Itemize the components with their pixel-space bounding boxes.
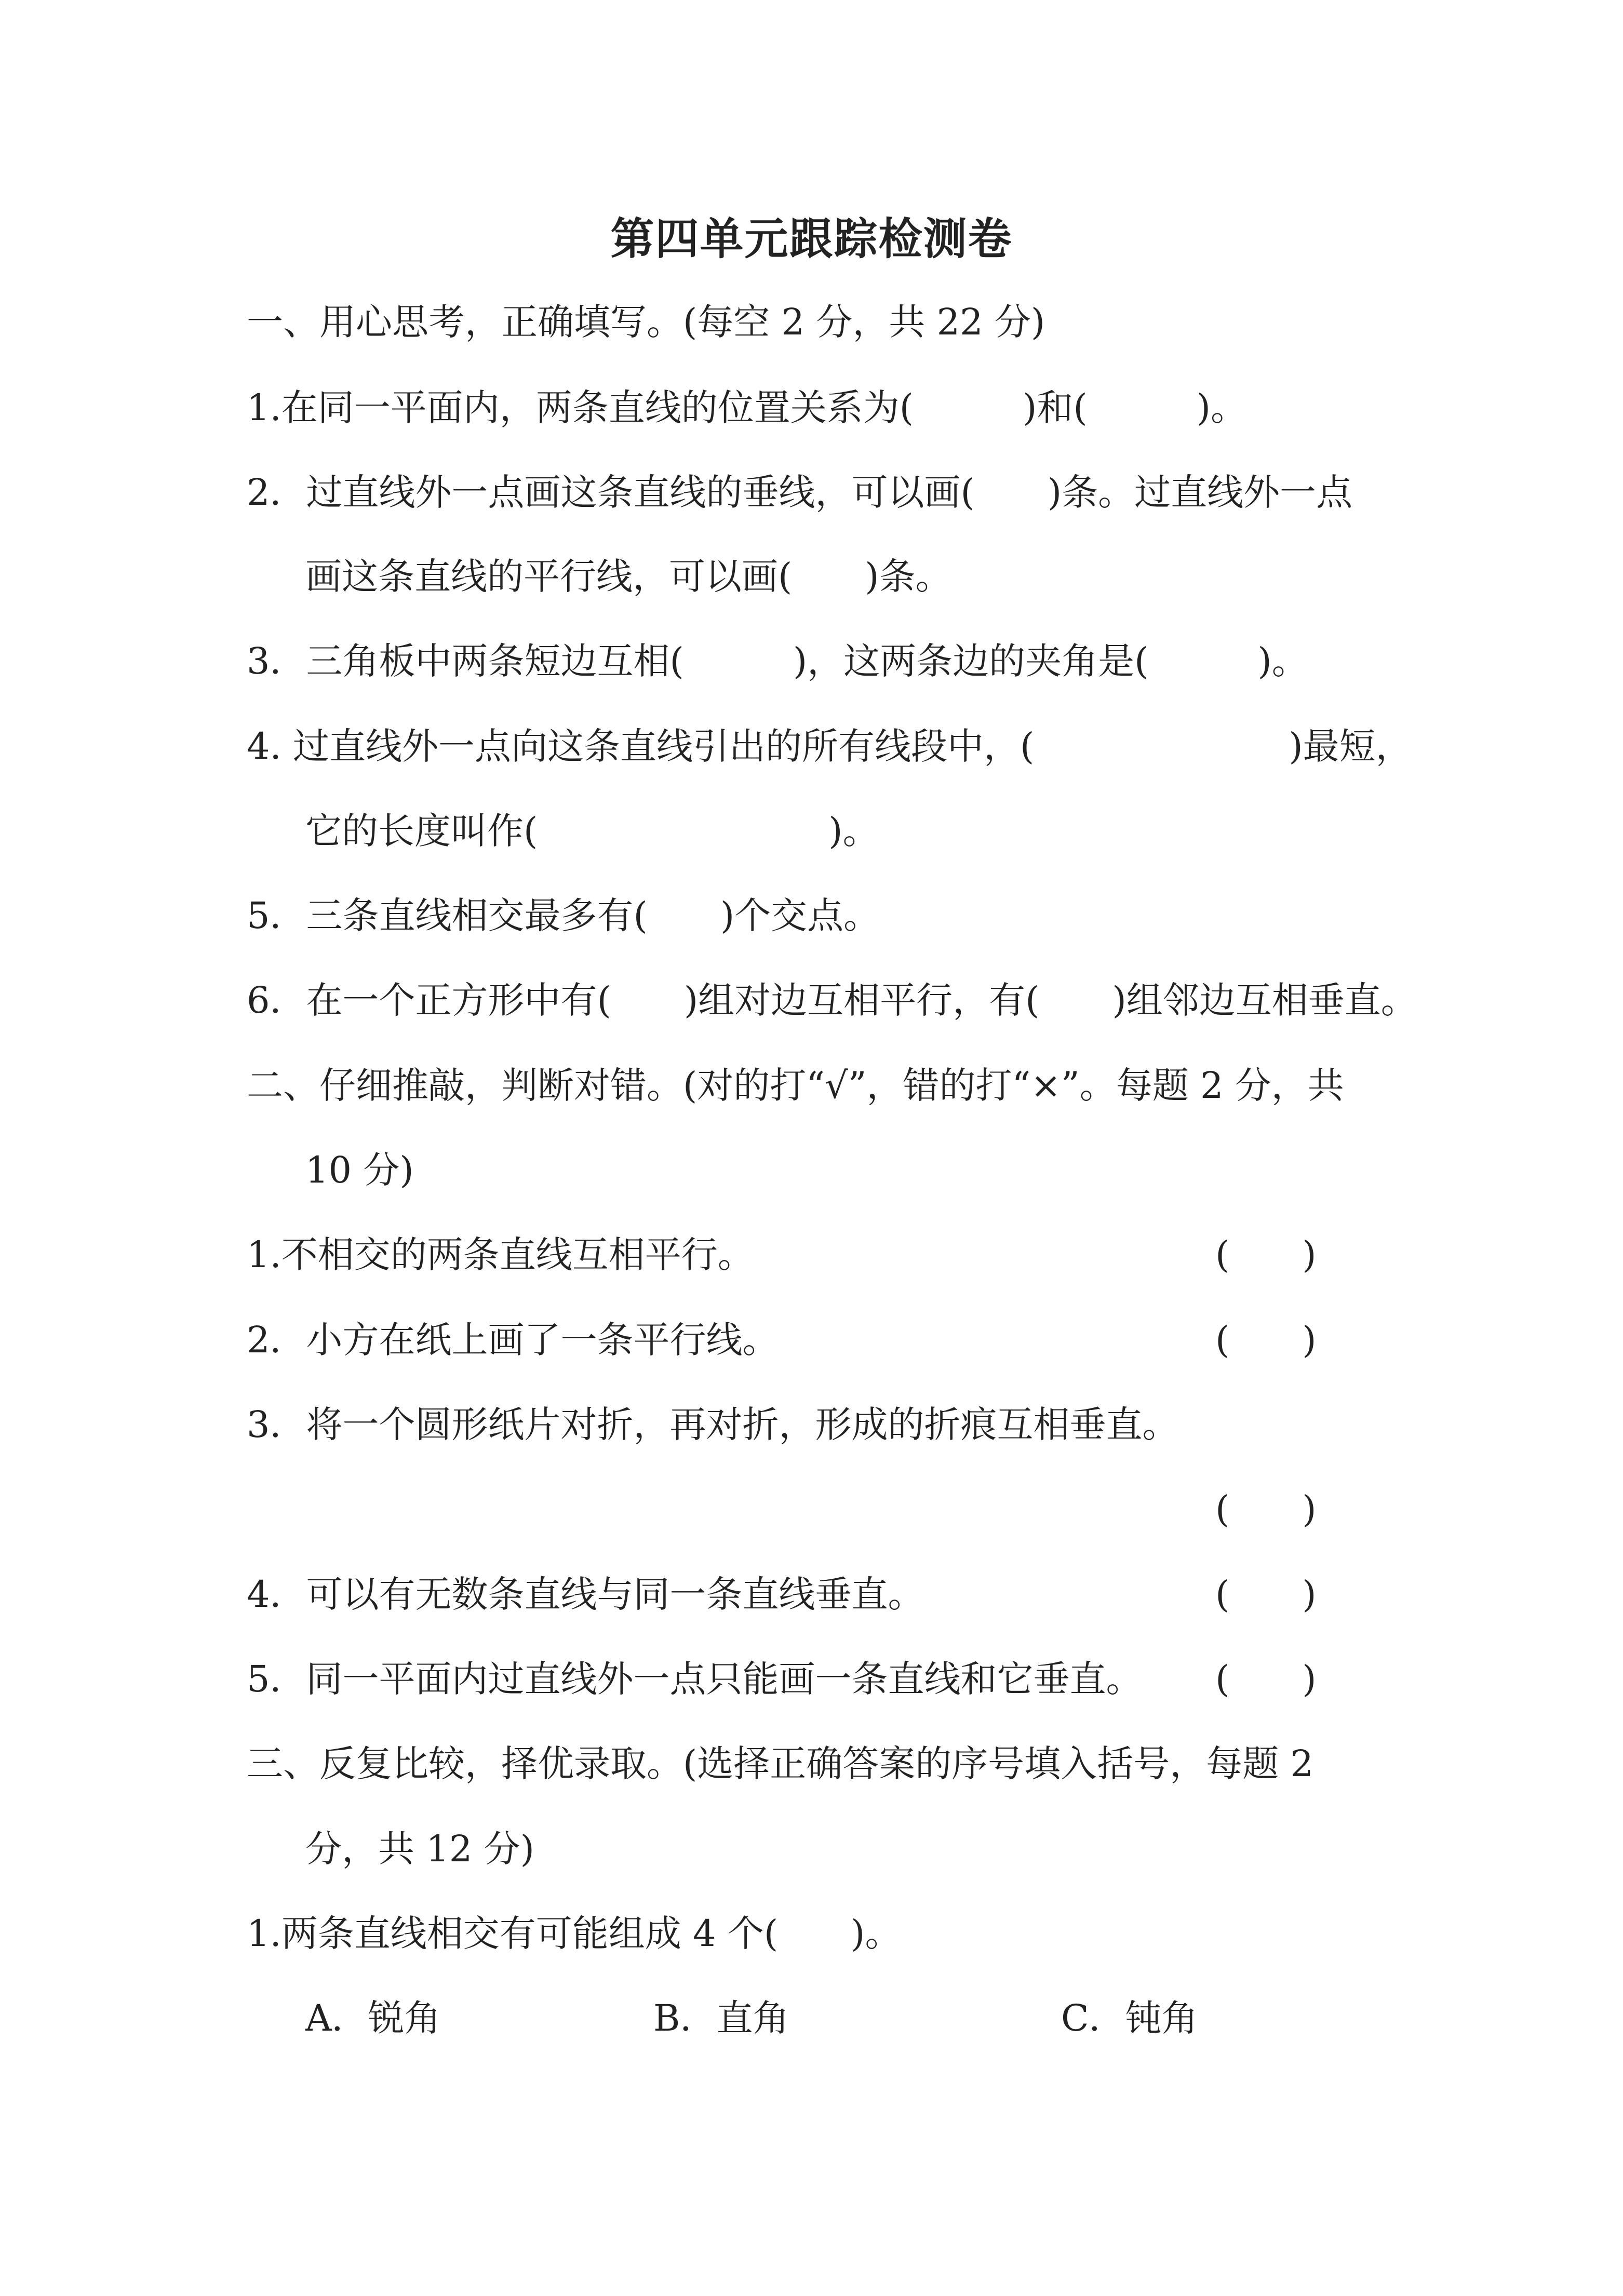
choice-option-a: A．锐角 [305,1997,441,2039]
choice-question-1: 1.两条直线相交有可能组成 4 个( )。 [247,1912,902,1955]
question-1-1: 1.在同一平面内，两条直线的位置关系为( )和( )。 [247,386,1248,429]
section-2-heading-line-1: 二、仔细推敲，判断对错。(对的打“√”，错的打“×”。每题 2 分，共 [247,1064,1344,1107]
question-1-5: 5．三条直线相交最多有( )个交点。 [247,894,880,937]
judgement-answer-box-4: ( ) [1215,1573,1317,1616]
section-3-heading-line-1: 三、反复比较，择优录取。(选择正确答案的序号填入括号，每题 2 [247,1742,1314,1785]
judgement-answer-box-5: ( ) [1215,1658,1317,1700]
section-1-heading: 一、用心思考，正确填写。(每空 2 分，共 22 分) [247,301,1045,343]
judgement-answer-box-3: ( ) [1215,1488,1317,1530]
question-1-4-line-1: 4. 过直线外一点向这条直线引出的所有线段中，( )最短， [247,725,1412,768]
question-1-3: 3．三角板中两条短边互相( )，这两条边的夹角是( )。 [247,640,1308,682]
choice-option-b: B．直角 [653,1997,789,2039]
judgement-item-3: 3．将一个圆形纸片对折，再对折，形成的折痕互相垂直。 [247,1403,1179,1446]
judgement-item-1: 1.不相交的两条直线互相平行。 [247,1233,754,1276]
question-1-6: 6．在一个正方形中有( )组对边互相平行，有( )组邻边互相垂直。 [247,979,1417,1022]
section-3-heading-line-2: 分，共 12 分) [305,1828,534,1870]
question-1-4-line-2: 它的长度叫作( )。 [305,810,879,852]
judgement-answer-box-1: ( ) [1215,1233,1317,1276]
page-title: 第四单元跟踪检测卷 [610,213,1013,264]
question-1-2-line-1: 2．过直线外一点画这条直线的垂线，可以画( )条。过直线外一点 [247,471,1353,514]
judgement-answer-box-2: ( ) [1215,1319,1317,1361]
judgement-item-4: 4．可以有无数条直线与同一条直线垂直。 [247,1573,924,1616]
section-2-heading-line-2: 10 分) [305,1149,414,1191]
judgement-item-5: 5．同一平面内过直线外一点只能画一条直线和它垂直。 [247,1658,1143,1700]
question-1-2-line-2: 画这条直线的平行线，可以画( )条。 [305,555,952,598]
choice-option-c: C．钝角 [1061,1997,1198,2039]
judgement-item-2: 2．小方在纸上画了一条平行线。 [247,1319,779,1361]
